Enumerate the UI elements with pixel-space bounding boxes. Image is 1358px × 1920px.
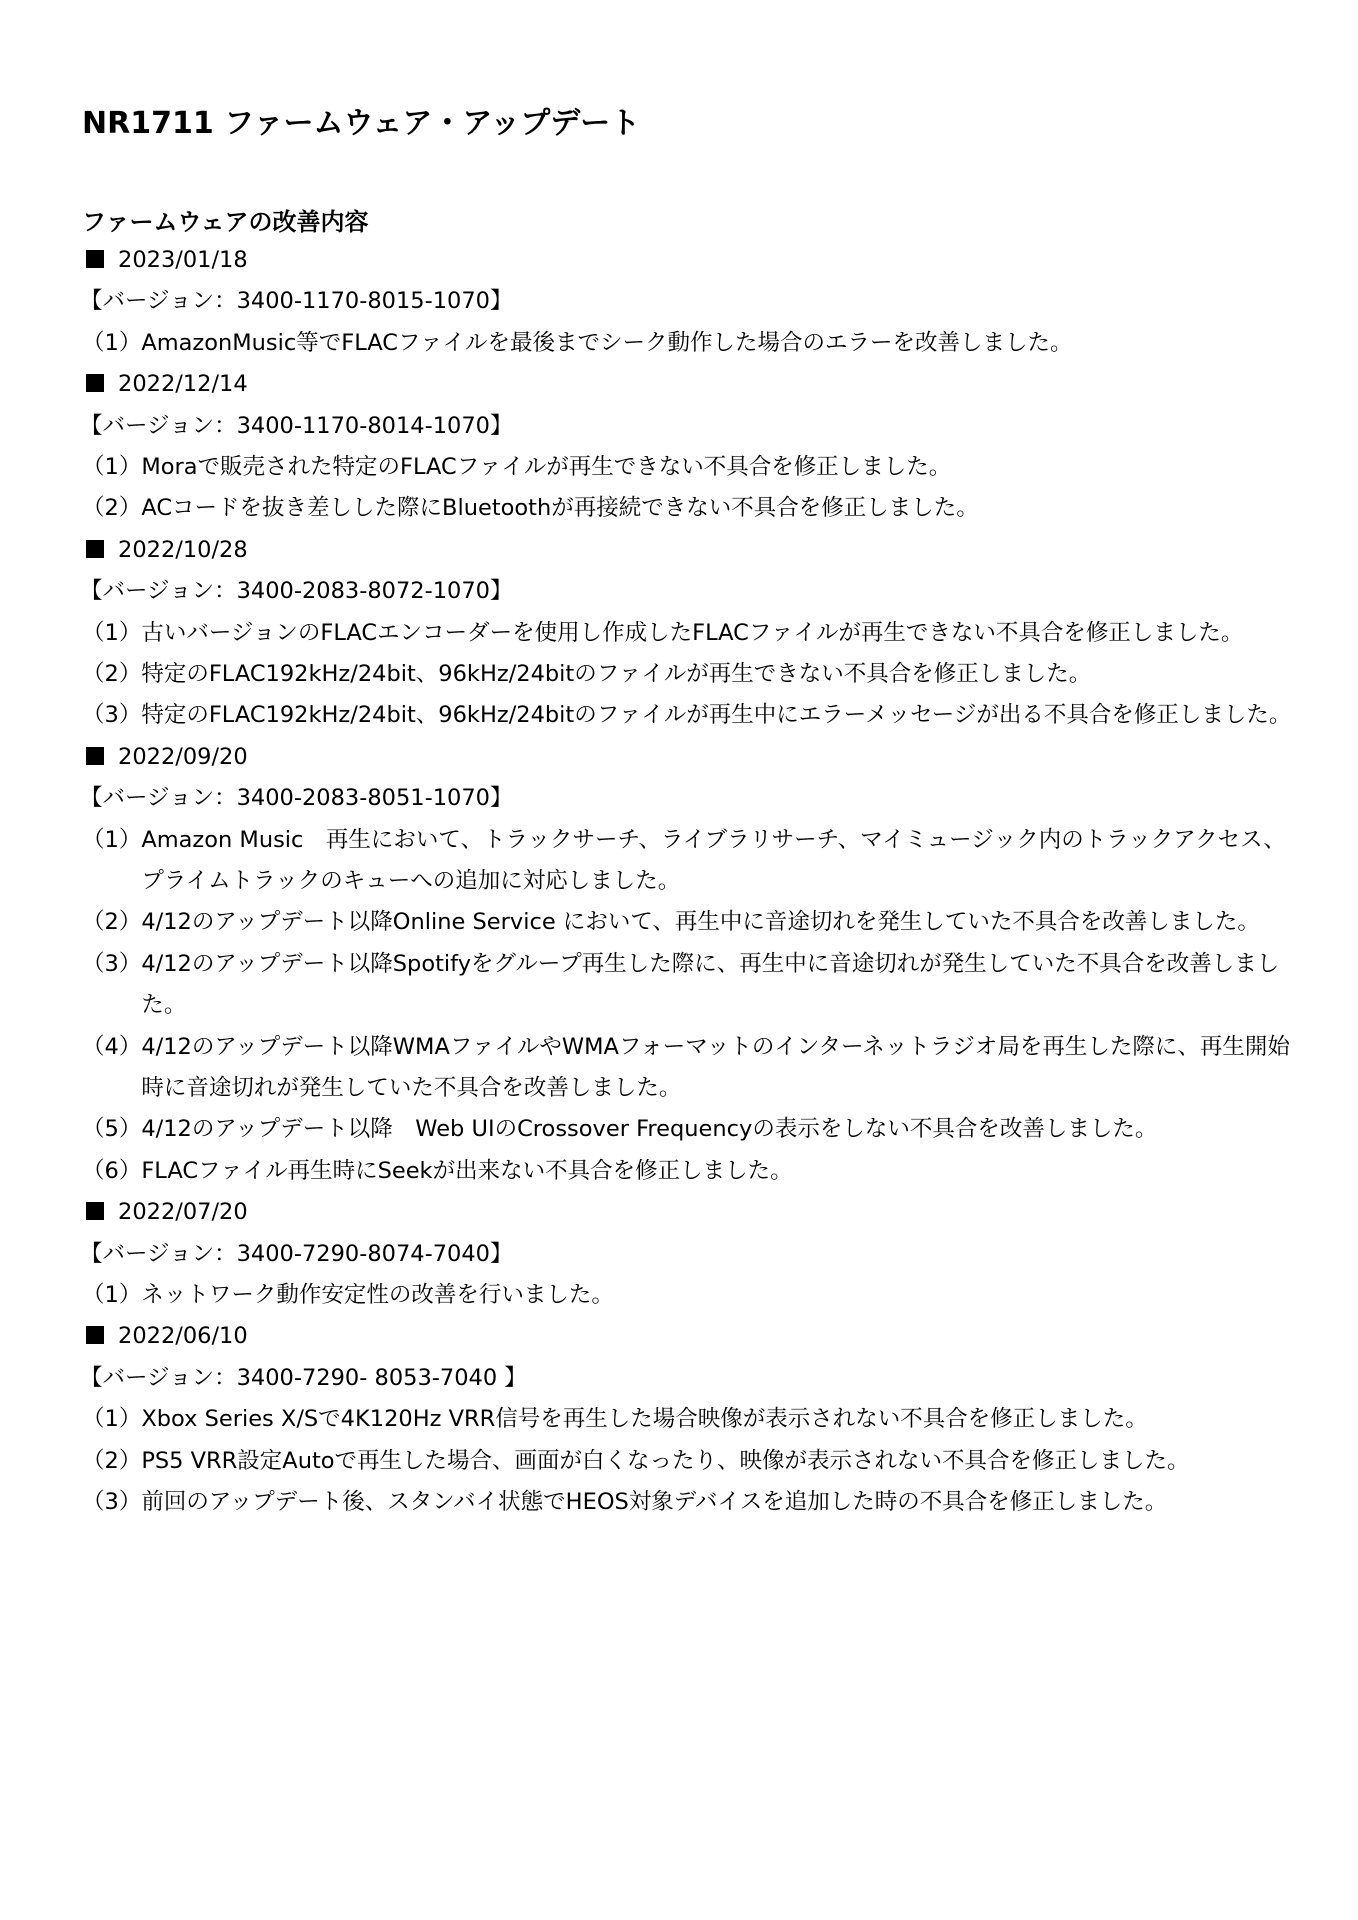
item-number: （4） [82,1033,142,1060]
item-text: ネットワーク動作安定性の改善を行いました。 [141,1282,614,1308]
item-text: 4/12のアップデート以降 Web UIのCrossover Frequencyの表示をしない不具合を改善しました。 [141,1116,1158,1143]
release-item [82,323,1292,364]
release-version: 【バージョン：3400-7290-8074-7040】 [80,1240,513,1267]
item-number: （1） [82,329,142,356]
release-date-text: 2022/10/28 [118,536,248,563]
item-number: （3） [82,950,142,977]
release-date [82,364,1292,405]
item-text: 特定のFLAC192kHz/24bit、96kHz/24bitのファイルが再生できない不具合を修正しました。 [141,660,1092,687]
item-text: 4/12のアップデート以降Online Service において、再生中に音途切れを発生していた不具合を改善しました。 [141,909,1260,936]
item-number: （1） [82,453,142,480]
item-text: Amazon Music 再生において、トラックサーチ、ライブラリサーチ、マイミュージック内のトラックアクセス、プライムトラックのキューへの追加に対応しました。 [141,826,1286,894]
item-number: （2） [82,1447,142,1474]
release-item [82,1151,1292,1192]
item-text: 4/12のアップデート以降Spotifyをグループ再生した際に、再生中に音途切れが発生していた不具合を改善しました。 [141,950,1280,1019]
release-item [82,1275,1292,1316]
item-number: （1） [82,619,142,646]
release-date-text: 2022/12/14 [118,371,248,398]
item-number: （2） [82,660,142,687]
item-number: （1） [82,1406,142,1433]
bullet-square-icon [86,747,104,765]
release-date [82,240,1292,281]
release-entry [82,530,1292,737]
bullet-square-icon [86,540,104,558]
release-entry [82,737,1292,1192]
release-version: 【バージョン：3400-2083-8072-1070】 [80,578,513,605]
release-date-text: 2022/06/10 [118,1323,248,1350]
release-date [82,1316,1292,1357]
item-text: ACコードを抜き差しした際にBluetoothが再接続できない不具合を修正しました。 [141,495,979,522]
release-date [82,1192,1292,1233]
release-item [82,654,1292,695]
release-version: 【バージョン：3400-7290- 8053-7040 】 [80,1364,527,1391]
release-item [82,1441,1292,1482]
item-number: （1） [82,1282,142,1308]
item-text: AmazonMusic等でFLACファイルを最後までシーク動作した場合のエラーを改善しました。 [141,329,1073,356]
release-item [82,1482,1292,1523]
item-text: Moraで販売された特定のFLACファイルが再生できない不具合を修正しました。 [141,453,952,480]
release-item [82,1109,1292,1150]
item-text: FLACファイル再生時にSeekが出来ない不具合を修正しました。 [141,1157,793,1184]
item-text: 古いバージョンのFLACエンコーダーを使用し作成したFLACファイルが再生できない不具合を修正しました。 [141,619,1244,646]
release-version: 【バージョン：3400-1170-8015-1070】 [80,288,513,315]
release-item [82,902,1292,943]
item-number: （5） [82,1116,142,1143]
release-version: 【バージョン：3400-2083-8051-1070】 [80,785,513,812]
release-item [82,613,1292,654]
item-number: （3） [82,1489,142,1515]
item-text: PS5 VRR設定Autoで再生した場合、画面が白くなったり、映像が表示されない不具合を修正しました。 [141,1447,1190,1474]
release-item [82,820,1292,903]
document-title: NR1711 ファームウェア・アップデート [82,106,641,141]
release-date-text: 2022/09/20 [118,743,248,770]
bullet-square-icon [86,1202,104,1220]
item-text: 特定のFLAC192kHz/24bit、96kHz/24bitのファイルが再生中にエラーメッセージが出る不具合を修正しました。 [141,702,1292,729]
item-text: Xbox Series X/Sで4K120Hz VRR信号を再生した場合映像が表示されない不具合を修正しました。 [141,1406,1148,1433]
bullet-square-icon [86,250,104,268]
release-date [82,530,1292,571]
bullet-square-icon [86,1326,104,1344]
item-number: （1） [82,826,142,853]
item-text: 前回のアップデート後、スタンバイ状態でHEOS対象デバイスを追加した時の不具合を修正しました。 [141,1489,1168,1515]
section-title: ファームウェアの改善内容 [82,208,369,236]
item-number: （2） [82,909,142,936]
release-entry [82,364,1292,530]
item-text: 4/12のアップデート以降WMAファイルやWMAフォーマットのインターネットラジオ局を再生した際に、再生開始時に音途切れが発生していた不具合を改善しました。 [141,1033,1290,1101]
document-page [82,100,1292,1523]
release-item [82,1399,1292,1440]
release-date [82,737,1292,778]
item-number: （2） [82,495,142,522]
release-version: 【バージョン：3400-1170-8014-1070】 [80,412,513,439]
item-number: （3） [82,702,142,729]
item-number: （6） [82,1157,142,1184]
release-item [82,1027,1292,1110]
release-date-text: 2023/01/18 [118,247,248,273]
bullet-square-icon [86,374,104,392]
release-entry [82,1192,1292,1316]
release-entry [82,1316,1292,1523]
release-item [82,695,1292,736]
release-entry [82,240,1292,364]
release-item [82,944,1292,1027]
release-item [82,447,1292,488]
release-item [82,488,1292,529]
release-date-text: 2022/07/20 [118,1199,248,1226]
